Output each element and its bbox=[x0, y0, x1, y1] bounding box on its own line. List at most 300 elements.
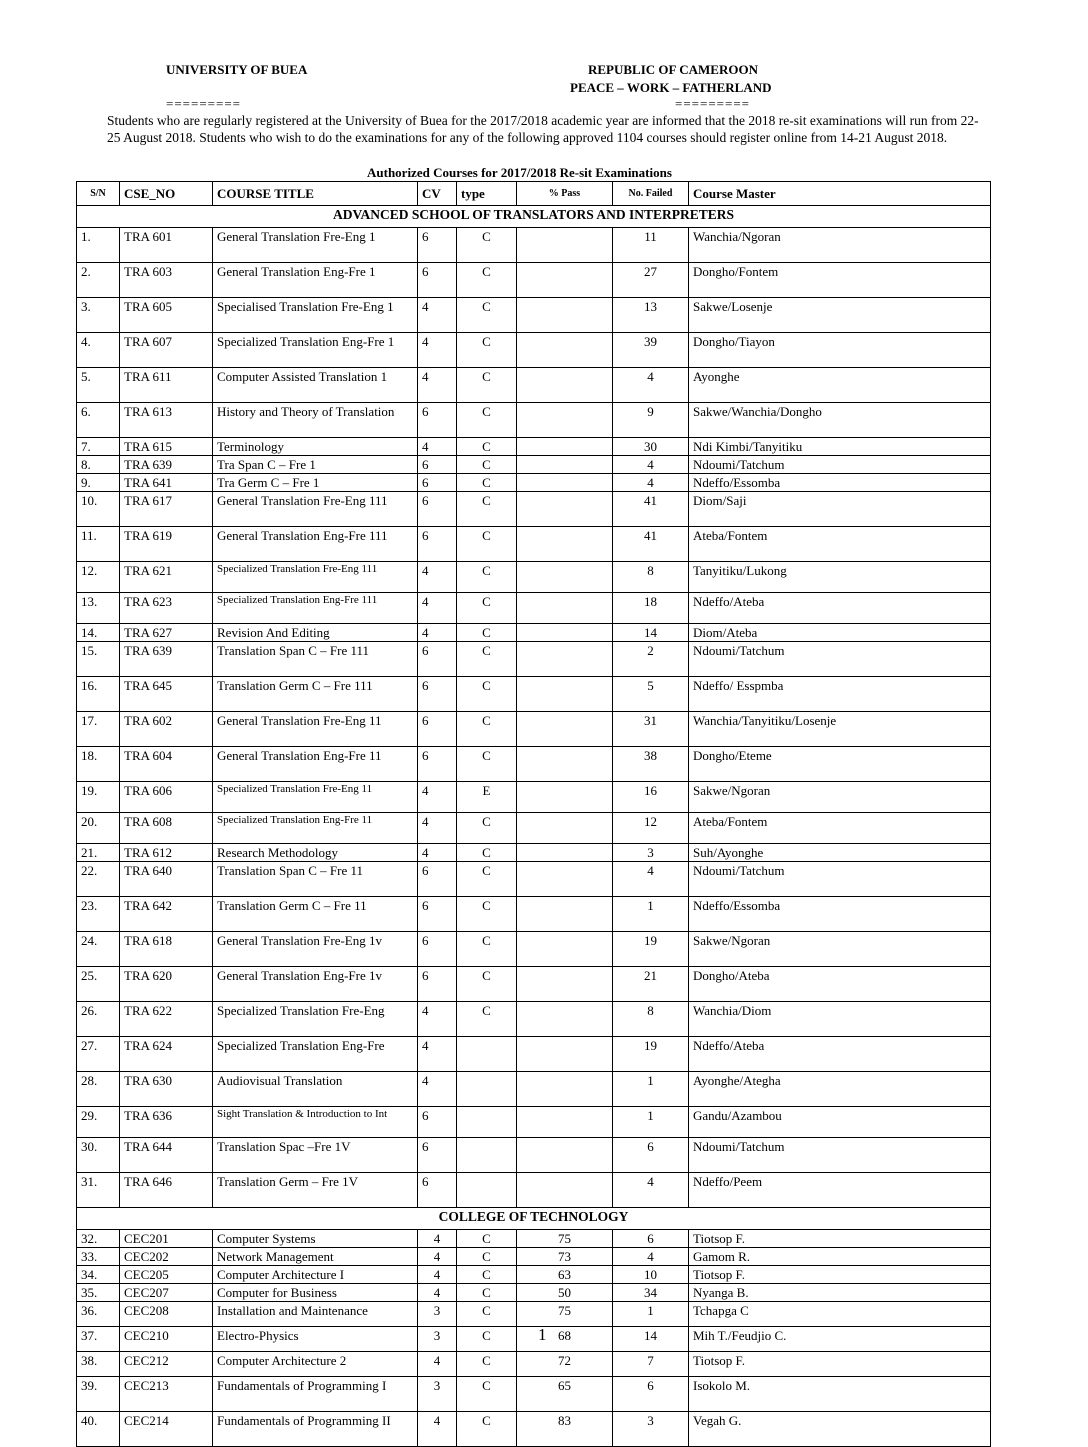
table-row bbox=[77, 1138, 991, 1173]
cell-pass bbox=[517, 1173, 613, 1208]
cell-code: CEC210 bbox=[120, 1327, 213, 1352]
cell-type: C bbox=[457, 747, 517, 782]
cell-sn: 36. bbox=[77, 1302, 120, 1327]
cell-failed: 14 bbox=[613, 1327, 689, 1352]
cell-title: Specialized Translation Fre-Eng 11 bbox=[213, 782, 418, 813]
cell-type: C bbox=[457, 677, 517, 712]
cell-failed: 4 bbox=[613, 1173, 689, 1208]
cell-master: Ndeffo/Essomba bbox=[689, 897, 991, 932]
cell-code: TRA 602 bbox=[120, 712, 213, 747]
cell-code: TRA 636 bbox=[120, 1107, 213, 1138]
cell-type: C bbox=[457, 813, 517, 844]
cell-cv: 4 bbox=[418, 1284, 457, 1302]
cell-sn: 3. bbox=[77, 298, 120, 333]
col-code: CSE_NO bbox=[120, 182, 213, 206]
cell-pass: 72 bbox=[517, 1352, 613, 1377]
cell-title: General Translation Eng-Fre 1 bbox=[213, 263, 418, 298]
cell-cv: 4 bbox=[418, 298, 457, 333]
cell-title: General Translation Eng-Fre 11 bbox=[213, 747, 418, 782]
cell-master: Mih T./Feudjio C. bbox=[689, 1327, 991, 1352]
cell-type: C bbox=[457, 862, 517, 897]
cell-code: TRA 619 bbox=[120, 527, 213, 562]
cell-master: Tiotsop F. bbox=[689, 1352, 991, 1377]
cell-code: TRA 612 bbox=[120, 844, 213, 862]
country-name: REPUBLIC OF CAMEROON bbox=[588, 62, 758, 77]
cell-master: Ndeffo/Ateba bbox=[689, 1037, 991, 1072]
cell-cv: 3 bbox=[418, 1302, 457, 1327]
left-divider: ========= bbox=[166, 96, 241, 111]
cell-type: C bbox=[457, 712, 517, 747]
cell-cv: 3 bbox=[418, 1377, 457, 1412]
cell-cv: 4 bbox=[418, 782, 457, 813]
table-row bbox=[77, 492, 991, 527]
cell-cv: 6 bbox=[418, 456, 457, 474]
cell-failed: 1 bbox=[613, 1302, 689, 1327]
cell-title: Translation Span C – Fre 11 bbox=[213, 862, 418, 897]
cell-failed: 27 bbox=[613, 263, 689, 298]
cell-master: Vegah G. bbox=[689, 1412, 991, 1447]
table-row bbox=[77, 862, 991, 897]
cell-cv: 6 bbox=[418, 228, 457, 263]
cell-title: Translation Germ C – Fre 11 bbox=[213, 897, 418, 932]
table-row bbox=[77, 456, 991, 474]
right-divider: ========= bbox=[675, 96, 750, 111]
cell-cv: 4 bbox=[418, 1266, 457, 1284]
cell-code: TRA 646 bbox=[120, 1173, 213, 1208]
table-row bbox=[77, 593, 991, 624]
cell-code: CEC214 bbox=[120, 1412, 213, 1447]
cell-failed: 8 bbox=[613, 1002, 689, 1037]
cell-cv: 6 bbox=[418, 747, 457, 782]
cell-failed: 5 bbox=[613, 677, 689, 712]
cell-code: TRA 605 bbox=[120, 298, 213, 333]
cell-pass: 68 bbox=[517, 1327, 613, 1352]
cell-pass: 83 bbox=[517, 1412, 613, 1447]
cell-type: C bbox=[457, 438, 517, 456]
cell-sn: 28. bbox=[77, 1072, 120, 1107]
table-row bbox=[77, 897, 991, 932]
cell-title: Translation Spac –Fre 1V bbox=[213, 1138, 418, 1173]
cell-title: Translation Span C – Fre 111 bbox=[213, 642, 418, 677]
cell-cv: 6 bbox=[418, 712, 457, 747]
cell-failed: 41 bbox=[613, 492, 689, 527]
cell-master: Sakwe/Losenje bbox=[689, 298, 991, 333]
cell-type: C bbox=[457, 298, 517, 333]
cell-title: Specialized Translation Eng-Fre 11 bbox=[213, 813, 418, 844]
cell-type bbox=[457, 1037, 517, 1072]
cell-sn: 6. bbox=[77, 403, 120, 438]
cell-title: Specialized Translation Fre-Eng 111 bbox=[213, 562, 418, 593]
col-pass: % Pass bbox=[517, 182, 613, 206]
cell-sn: 39. bbox=[77, 1377, 120, 1412]
cell-sn: 4. bbox=[77, 333, 120, 368]
cell-pass bbox=[517, 562, 613, 593]
cell-code: CEC212 bbox=[120, 1352, 213, 1377]
cell-pass: 50 bbox=[517, 1284, 613, 1302]
table-row bbox=[77, 1230, 991, 1248]
cell-type: C bbox=[457, 368, 517, 403]
cell-master: Ndeffo/Essomba bbox=[689, 474, 991, 492]
cell-master: Dongho/Tiayon bbox=[689, 333, 991, 368]
cell-sn: 17. bbox=[77, 712, 120, 747]
col-failed: No. Failed bbox=[613, 182, 689, 206]
table-row bbox=[77, 333, 991, 368]
cell-title: Translation Germ – Fre 1V bbox=[213, 1173, 418, 1208]
cell-pass bbox=[517, 813, 613, 844]
cell-code: TRA 642 bbox=[120, 897, 213, 932]
table-row bbox=[77, 1352, 991, 1377]
cell-cv: 4 bbox=[418, 1002, 457, 1037]
cell-type: C bbox=[457, 1284, 517, 1302]
cell-sn: 40. bbox=[77, 1412, 120, 1447]
cell-sn: 37. bbox=[77, 1327, 120, 1352]
table-row bbox=[77, 624, 991, 642]
cell-code: TRA 622 bbox=[120, 1002, 213, 1037]
cell-failed: 21 bbox=[613, 967, 689, 1002]
cell-title: Translation Germ C – Fre 111 bbox=[213, 677, 418, 712]
cell-type: E bbox=[457, 782, 517, 813]
table-row bbox=[77, 1284, 991, 1302]
table-row bbox=[77, 438, 991, 456]
cell-title: Computer Architecture I bbox=[213, 1266, 418, 1284]
cell-code: TRA 606 bbox=[120, 782, 213, 813]
cell-sn: 31. bbox=[77, 1173, 120, 1208]
cell-title: Specialized Translation Eng-Fre bbox=[213, 1037, 418, 1072]
cell-code: CEC208 bbox=[120, 1302, 213, 1327]
cell-master: Wanchia/Diom bbox=[689, 1002, 991, 1037]
cell-type bbox=[457, 1138, 517, 1173]
cell-cv: 4 bbox=[418, 438, 457, 456]
cell-pass bbox=[517, 333, 613, 368]
cell-cv: 6 bbox=[418, 1173, 457, 1208]
cell-pass bbox=[517, 677, 613, 712]
cell-cv: 4 bbox=[418, 1037, 457, 1072]
cell-title: Tra Germ C – Fre 1 bbox=[213, 474, 418, 492]
cell-title: Electro-Physics bbox=[213, 1327, 418, 1352]
cell-title: Computer Systems bbox=[213, 1230, 418, 1248]
table-row bbox=[77, 1072, 991, 1107]
cell-master: Sakwe/Wanchia/Dongho bbox=[689, 403, 991, 438]
cell-cv: 4 bbox=[418, 624, 457, 642]
cell-title: Sight Translation & Introduction to Int bbox=[213, 1107, 418, 1138]
table-row bbox=[77, 677, 991, 712]
cell-master: Dongho/Fontem bbox=[689, 263, 991, 298]
cell-cv: 4 bbox=[418, 1352, 457, 1377]
cell-master: Wanchia/Tanyitiku/Losenje bbox=[689, 712, 991, 747]
cell-type: C bbox=[457, 403, 517, 438]
cell-sn: 15. bbox=[77, 642, 120, 677]
cell-code: CEC202 bbox=[120, 1248, 213, 1266]
cell-type: C bbox=[457, 228, 517, 263]
cell-type: C bbox=[457, 1230, 517, 1248]
cell-sn: 33. bbox=[77, 1248, 120, 1266]
cell-code: TRA 601 bbox=[120, 228, 213, 263]
cell-cv: 4 bbox=[418, 1412, 457, 1447]
cell-title: Specialized Translation Eng-Fre 111 bbox=[213, 593, 418, 624]
cell-pass: 73 bbox=[517, 1248, 613, 1266]
cell-pass bbox=[517, 228, 613, 263]
cell-code: CEC213 bbox=[120, 1377, 213, 1412]
table-row bbox=[77, 1377, 991, 1412]
table-row bbox=[77, 967, 991, 1002]
cell-sn: 12. bbox=[77, 562, 120, 593]
cell-title: General Translation Fre-Eng 1v bbox=[213, 932, 418, 967]
col-master: Course Master bbox=[689, 182, 991, 206]
table-row bbox=[77, 1173, 991, 1208]
cell-code: TRA 623 bbox=[120, 593, 213, 624]
cell-master: Diom/Ateba bbox=[689, 624, 991, 642]
cell-cv: 4 bbox=[418, 368, 457, 403]
cell-failed: 31 bbox=[613, 712, 689, 747]
cell-type: C bbox=[457, 492, 517, 527]
cell-failed: 39 bbox=[613, 333, 689, 368]
cell-failed: 6 bbox=[613, 1138, 689, 1173]
cell-cv: 4 bbox=[418, 593, 457, 624]
cell-failed: 18 bbox=[613, 593, 689, 624]
cell-master: Tanyitiku/Lukong bbox=[689, 562, 991, 593]
cell-master: Ndeffo/Ateba bbox=[689, 593, 991, 624]
cell-type: C bbox=[457, 1266, 517, 1284]
cell-type: C bbox=[457, 624, 517, 642]
cell-pass bbox=[517, 1107, 613, 1138]
cell-sn: 26. bbox=[77, 1002, 120, 1037]
cell-master: Ndi Kimbi/Tanyitiku bbox=[689, 438, 991, 456]
cell-type: C bbox=[457, 1377, 517, 1412]
announcement-text: Students who are regularly registered at the University of Buea for the 2017/2018 academic year are informed that the 2018 re-sit examinations will run from 22-25 August 2018. Students who wish to do the examinations for any of the following approved 1104 courses should register online from 14-21 August 2018. bbox=[107, 113, 979, 145]
cell-failed: 13 bbox=[613, 298, 689, 333]
cell-failed: 4 bbox=[613, 368, 689, 403]
table-row bbox=[77, 562, 991, 593]
cell-sn: 5. bbox=[77, 368, 120, 403]
cell-code: TRA 613 bbox=[120, 403, 213, 438]
cell-failed: 4 bbox=[613, 1248, 689, 1266]
cell-sn: 14. bbox=[77, 624, 120, 642]
cell-sn: 11. bbox=[77, 527, 120, 562]
table-row bbox=[77, 844, 991, 862]
table-row bbox=[77, 263, 991, 298]
cell-type: C bbox=[457, 593, 517, 624]
cell-sn: 13. bbox=[77, 593, 120, 624]
cell-failed: 6 bbox=[613, 1377, 689, 1412]
cell-title: Research Methodology bbox=[213, 844, 418, 862]
table-header-row bbox=[77, 182, 991, 206]
cell-master: Sakwe/Ngoran bbox=[689, 932, 991, 967]
cell-type: C bbox=[457, 642, 517, 677]
cell-failed: 10 bbox=[613, 1266, 689, 1284]
cell-code: CEC201 bbox=[120, 1230, 213, 1248]
cell-master: Diom/Saji bbox=[689, 492, 991, 527]
cell-sn: 30. bbox=[77, 1138, 120, 1173]
table-row bbox=[77, 712, 991, 747]
cell-failed: 16 bbox=[613, 782, 689, 813]
cell-type: C bbox=[457, 474, 517, 492]
cell-pass: 63 bbox=[517, 1266, 613, 1284]
cell-master: Wanchia/Ngoran bbox=[689, 228, 991, 263]
cell-sn: 21. bbox=[77, 844, 120, 862]
cell-pass bbox=[517, 1138, 613, 1173]
cell-master: Tiotsop F. bbox=[689, 1230, 991, 1248]
cell-title: General Translation Fre-Eng 1 bbox=[213, 228, 418, 263]
cell-title: General Translation Eng-Fre 111 bbox=[213, 527, 418, 562]
university-name: UNIVERSITY OF BUEA bbox=[166, 62, 308, 77]
cell-master: Tiotsop F. bbox=[689, 1266, 991, 1284]
cell-title: Computer for Business bbox=[213, 1284, 418, 1302]
cell-type: C bbox=[457, 844, 517, 862]
cell-title: Audiovisual Translation bbox=[213, 1072, 418, 1107]
cell-type: C bbox=[457, 967, 517, 1002]
section-heading: COLLEGE OF TECHNOLOGY bbox=[77, 1208, 991, 1230]
cell-code: TRA 608 bbox=[120, 813, 213, 844]
cell-sn: 1. bbox=[77, 228, 120, 263]
page-number: 1 bbox=[538, 1325, 547, 1344]
cell-failed: 19 bbox=[613, 932, 689, 967]
cell-code: TRA 645 bbox=[120, 677, 213, 712]
cell-title: Specialized Translation Eng-Fre 1 bbox=[213, 333, 418, 368]
section-row bbox=[77, 206, 991, 228]
cell-master: Ndoumi/Tatchum bbox=[689, 862, 991, 897]
cell-pass: 65 bbox=[517, 1377, 613, 1412]
cell-failed: 8 bbox=[613, 562, 689, 593]
cell-master: Ndoumi/Tatchum bbox=[689, 1138, 991, 1173]
cell-cv: 6 bbox=[418, 1107, 457, 1138]
cell-pass bbox=[517, 862, 613, 897]
cell-pass bbox=[517, 932, 613, 967]
cell-failed: 7 bbox=[613, 1352, 689, 1377]
cell-code: TRA 620 bbox=[120, 967, 213, 1002]
cell-failed: 3 bbox=[613, 1412, 689, 1447]
cell-cv: 6 bbox=[418, 642, 457, 677]
cell-pass bbox=[517, 1037, 613, 1072]
cell-type: C bbox=[457, 1327, 517, 1352]
cell-sn: 16. bbox=[77, 677, 120, 712]
table-row bbox=[77, 474, 991, 492]
cell-sn: 18. bbox=[77, 747, 120, 782]
cell-pass bbox=[517, 456, 613, 474]
cell-code: TRA 627 bbox=[120, 624, 213, 642]
cell-master: Tchapga C bbox=[689, 1302, 991, 1327]
table-row bbox=[77, 1002, 991, 1037]
cell-code: TRA 630 bbox=[120, 1072, 213, 1107]
cell-master: Dongho/Eteme bbox=[689, 747, 991, 782]
cell-title: Fundamentals of Programming II bbox=[213, 1412, 418, 1447]
table-row bbox=[77, 1107, 991, 1138]
cell-pass bbox=[517, 844, 613, 862]
table-row bbox=[77, 527, 991, 562]
cell-master: Isokolo M. bbox=[689, 1377, 991, 1412]
cell-sn: 27. bbox=[77, 1037, 120, 1072]
cell-master: Gandu/Azambou bbox=[689, 1107, 991, 1138]
cell-cv: 6 bbox=[418, 677, 457, 712]
cell-type: C bbox=[457, 1352, 517, 1377]
cell-type: C bbox=[457, 932, 517, 967]
table-caption: Authorized Courses for 2017/2018 Re-sit Examinations bbox=[367, 165, 672, 180]
cell-master: Ayonghe/Ategha bbox=[689, 1072, 991, 1107]
cell-title: Installation and Maintenance bbox=[213, 1302, 418, 1327]
section-row bbox=[77, 1208, 991, 1230]
cell-code: TRA 611 bbox=[120, 368, 213, 403]
cell-cv: 6 bbox=[418, 474, 457, 492]
cell-cv: 4 bbox=[418, 844, 457, 862]
cell-cv: 4 bbox=[418, 333, 457, 368]
cell-sn: 10. bbox=[77, 492, 120, 527]
cell-sn: 38. bbox=[77, 1352, 120, 1377]
cell-code: TRA 624 bbox=[120, 1037, 213, 1072]
cell-master: Ateba/Fontem bbox=[689, 527, 991, 562]
table-row bbox=[77, 782, 991, 813]
cell-cv: 4 bbox=[418, 562, 457, 593]
cell-cv: 3 bbox=[418, 1327, 457, 1352]
cell-failed: 41 bbox=[613, 527, 689, 562]
cell-type bbox=[457, 1107, 517, 1138]
cell-sn: 35. bbox=[77, 1284, 120, 1302]
cell-pass bbox=[517, 624, 613, 642]
cell-sn: 29. bbox=[77, 1107, 120, 1138]
cell-code: TRA 618 bbox=[120, 932, 213, 967]
cell-pass bbox=[517, 642, 613, 677]
cell-code: TRA 615 bbox=[120, 438, 213, 456]
cell-sn: 9. bbox=[77, 474, 120, 492]
cell-pass bbox=[517, 712, 613, 747]
cell-failed: 3 bbox=[613, 844, 689, 862]
cell-code: TRA 641 bbox=[120, 474, 213, 492]
cell-cv: 4 bbox=[418, 1230, 457, 1248]
col-cv: CV bbox=[418, 182, 457, 206]
cell-pass: 75 bbox=[517, 1230, 613, 1248]
cell-title: Fundamentals of Programming I bbox=[213, 1377, 418, 1412]
table-row bbox=[77, 368, 991, 403]
cell-failed: 14 bbox=[613, 624, 689, 642]
cell-sn: 22. bbox=[77, 862, 120, 897]
cell-pass bbox=[517, 492, 613, 527]
cell-title: History and Theory of Translation bbox=[213, 403, 418, 438]
table-row bbox=[77, 1266, 991, 1284]
cell-title: Tra Span C – Fre 1 bbox=[213, 456, 418, 474]
cell-failed: 4 bbox=[613, 456, 689, 474]
cell-code: TRA 621 bbox=[120, 562, 213, 593]
cell-failed: 30 bbox=[613, 438, 689, 456]
col-type: type bbox=[457, 182, 517, 206]
cell-cv: 6 bbox=[418, 862, 457, 897]
cell-title: General Translation Eng-Fre 1v bbox=[213, 967, 418, 1002]
cell-code: TRA 644 bbox=[120, 1138, 213, 1173]
cell-type: C bbox=[457, 1412, 517, 1447]
cell-type: C bbox=[457, 1302, 517, 1327]
section-heading: ADVANCED SCHOOL OF TRANSLATORS AND INTERPRETERS bbox=[77, 206, 991, 228]
cell-failed: 1 bbox=[613, 1107, 689, 1138]
table-row bbox=[77, 1302, 991, 1327]
courses-table bbox=[76, 181, 991, 1447]
cell-failed: 9 bbox=[613, 403, 689, 438]
table-row bbox=[77, 932, 991, 967]
cell-type: C bbox=[457, 263, 517, 298]
cell-code: TRA 607 bbox=[120, 333, 213, 368]
cell-master: Gamom R. bbox=[689, 1248, 991, 1266]
cell-code: TRA 639 bbox=[120, 456, 213, 474]
cell-pass bbox=[517, 747, 613, 782]
cell-code: TRA 639 bbox=[120, 642, 213, 677]
table-row bbox=[77, 1037, 991, 1072]
cell-sn: 23. bbox=[77, 897, 120, 932]
cell-type: C bbox=[457, 456, 517, 474]
cell-master: Sakwe/Ngoran bbox=[689, 782, 991, 813]
cell-sn: 32. bbox=[77, 1230, 120, 1248]
table-row bbox=[77, 403, 991, 438]
cell-sn: 25. bbox=[77, 967, 120, 1002]
cell-failed: 11 bbox=[613, 228, 689, 263]
cell-title: General Translation Fre-Eng 11 bbox=[213, 712, 418, 747]
cell-sn: 20. bbox=[77, 813, 120, 844]
cell-failed: 38 bbox=[613, 747, 689, 782]
